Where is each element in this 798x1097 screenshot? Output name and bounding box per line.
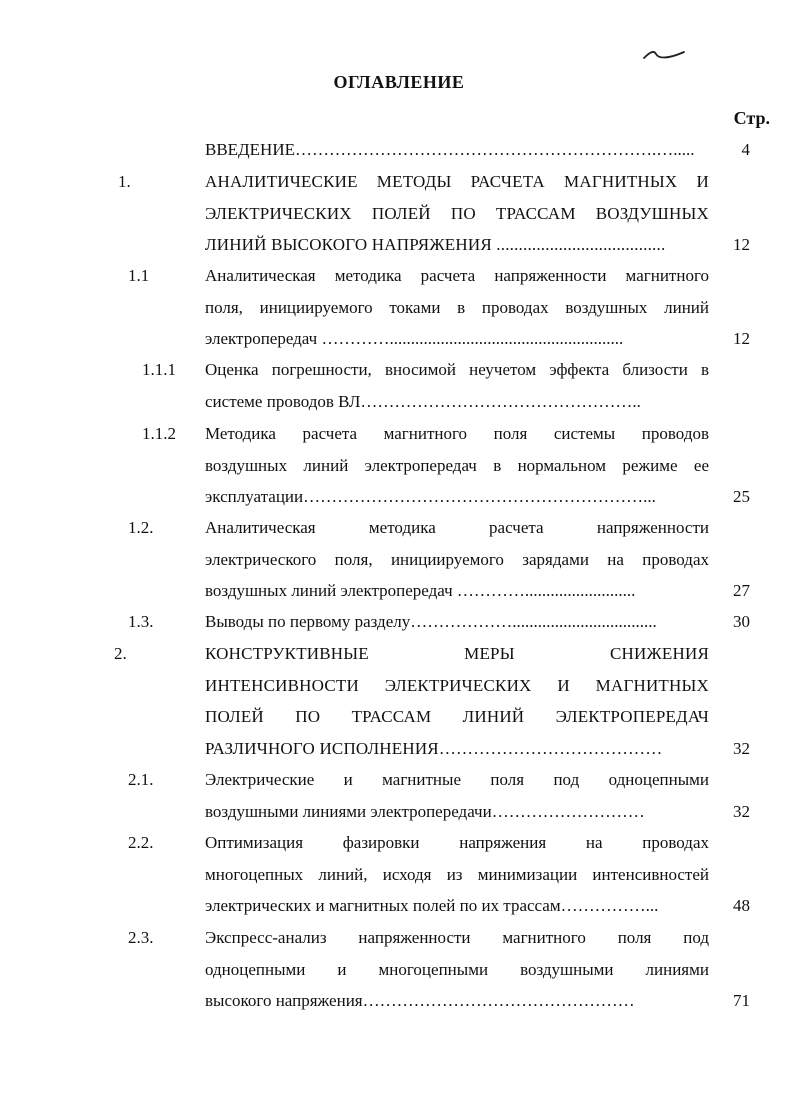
toc-entry-line: воздушными линиями электропередачи………………………	[205, 801, 645, 821]
toc-entry-text	[205, 606, 709, 638]
toc-entry-line: Аналитическая методика расчета напряженности магнитного	[205, 266, 709, 285]
toc-entry-line: воздушных линий электропередач …………..........................	[205, 581, 636, 600]
toc-entry-text	[205, 260, 709, 355]
toc-entry-line: эксплуатации……………………………………………………...	[205, 487, 656, 506]
toc-entry-line: Оптимизация фазировки напряжения на проводах	[205, 833, 709, 852]
toc-entry-text	[205, 922, 709, 1017]
page-title: ОГЛАВЛЕНИЕ	[333, 72, 465, 92]
toc-entry-line: Электрические и магнитные поля под одноцепными	[205, 770, 709, 789]
toc-entry-number: 2.1.	[128, 770, 154, 789]
toc-entry-line: электрических и магнитных полей по их трассам……………...	[205, 896, 659, 915]
toc-entry-line: одноцепными и многоцепными воздушными линиями	[205, 959, 709, 979]
toc-entry-text	[205, 354, 709, 417]
toc-entry-text	[205, 764, 709, 827]
toc-entry-line: АНАЛИТИЧЕСКИЕ МЕТОДЫ РАСЧЕТА МАГНИТНЫХ И	[205, 172, 709, 191]
toc-entry-line: воздушных линий электропередач в нормальном режиме ее	[205, 455, 709, 475]
toc-entry-text	[205, 166, 709, 261]
toc-entry-line: высокого напряжения…………………………………………	[205, 991, 635, 1010]
toc-entry-number: 2.	[114, 644, 127, 663]
toc-entry-text	[205, 134, 709, 166]
toc-entry-line: многоцепных линий, исходя из минимизации интенсивностей	[205, 864, 709, 884]
toc-entry-page: 4	[741, 140, 750, 159]
toc-entry-line: ВВЕДЕНИЕ……………………………………………………….….....	[205, 140, 695, 159]
toc-entry-number: 2.3.	[128, 928, 154, 947]
toc-entry-line: электрического поля, инициируемого зарядами на проводах	[205, 549, 709, 569]
toc-entry-page: 27	[733, 581, 750, 600]
toc-entry-page: 71	[733, 991, 750, 1010]
toc-entry-number: 1.1	[128, 266, 150, 285]
toc-entry-line: ЛИНИЙ ВЫСОКОГО НАПРЯЖЕНИЯ ......................................	[205, 235, 666, 254]
handwritten-mark	[640, 46, 688, 64]
toc-entry-line: Оценка погрешности, вносимой неучетом эффекта близости в	[205, 360, 709, 379]
toc-entry-number: 1.3.	[128, 612, 154, 631]
toc-entry-page: 30	[733, 612, 750, 631]
toc-entry-line: Методика расчета магнитного поля системы проводов	[205, 424, 709, 443]
toc-entry-number: 2.2.	[128, 833, 154, 852]
toc-entry-number: 1.2.	[128, 518, 154, 537]
toc-entry-text	[205, 418, 709, 513]
toc-entry-line: электропередач ………….......................................................	[205, 329, 624, 348]
page-column-header: Стр.	[733, 108, 770, 128]
toc-entry-line: поля, инициируемого токами в проводах воздушных линий	[205, 297, 709, 317]
toc-entry-line: ИНТЕНСИВНОСТИ ЭЛЕКТРИЧЕСКИХ И МАГНИТНЫХ	[205, 675, 709, 695]
toc-entry-number: 1.1.2	[142, 424, 176, 443]
toc-entry-page: 32	[733, 801, 750, 821]
toc-entry-page: 48	[733, 896, 750, 915]
toc-entry-text	[205, 827, 709, 922]
toc-entry-text	[205, 638, 709, 764]
toc-entry-line: Экспресс-анализ напряженности магнитного поля под	[205, 928, 709, 947]
toc-entry-line: Аналитическая методика расчета напряженности	[205, 518, 709, 537]
toc-entry-page: 25	[733, 487, 750, 506]
toc-entry-line: РАЗЛИЧНОГО ИСПОЛНЕНИЯ…………………………………	[205, 738, 663, 758]
toc-entry-page: 32	[733, 738, 750, 758]
toc-entry-line: Выводы по первому разделу………………..................................	[205, 612, 657, 631]
toc-entry-number: 1.	[118, 172, 131, 191]
toc-entry-page: 12	[733, 329, 750, 348]
toc-entry-line: КОНСТРУКТИВНЫЕ МЕРЫ СНИЖЕНИЯ	[205, 644, 709, 663]
toc-entry-line: ЭЛЕКТРИЧЕСКИХ ПОЛЕЙ ПО ТРАССАМ ВОЗДУШНЫХ	[205, 203, 709, 223]
toc-entry-line: ПОЛЕЙ ПО ТРАССАМ ЛИНИЙ ЭЛЕКТРОПЕРЕДАЧ	[205, 707, 709, 726]
toc-entry-line: системе проводов ВЛ…………………………………………..	[205, 391, 641, 411]
toc-entry-page: 12	[733, 235, 750, 254]
toc-entry-number: 1.1.1	[142, 360, 176, 379]
toc-entry-text	[205, 512, 709, 607]
